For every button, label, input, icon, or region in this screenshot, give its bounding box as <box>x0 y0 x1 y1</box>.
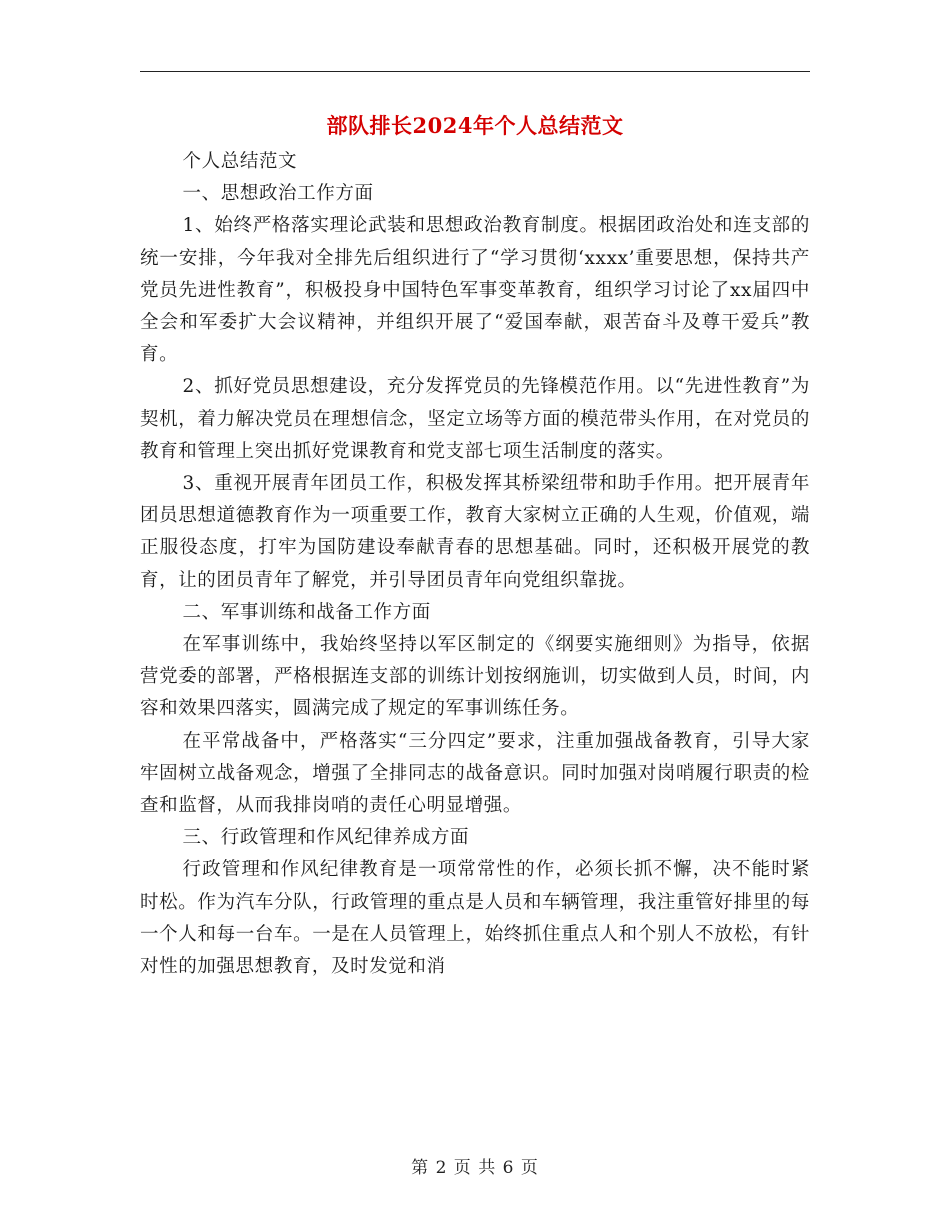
section-heading-3: 三、行政管理和作风纪律养成方面 <box>182 827 470 849</box>
section-heading-1: 一、思想政治工作方面 <box>182 183 374 205</box>
paragraph: 在军事训练中，我始终坚持以军区制定的《纲要实施细则》为指导，依据营党委的部署，严格根据连支部的训练计划按纲施训，切实做到人员，时间，内容和效果四落实，圆满完成了规定的军事训练任务。 <box>140 634 810 720</box>
paragraph-subtitle: 个人总结范文 <box>182 151 298 172</box>
paragraph: 2、抓好党员思想建设，充分发挥党员的先锋模范作用。以“先进性教育”为契机，着力解决党员在理想信念，坚定立场等方面的模范带头作用，在对党员的教育和管理上突出抓好党课教育和党支部七项生活制度的落实。 <box>140 376 810 462</box>
paragraph: 1、始终严格落实理论武装和思想政治教育制度。根据团政治处和连支部的统一安排，今年我对全排先后组织进行了“学习贯彻‘xxxx’重要思想，保持共产党员先进性教育”，积极投身中国特色军事变革教育，组织学习讨论了xx届四中全会和军委扩大会议精神，并组织开展了“爱国奉献，艰苦奋斗及尊干爱兵”教育。 <box>140 215 810 366</box>
document-title: 部队排长2024年个人总结范文 <box>326 113 624 138</box>
paragraph: 行政管理和作风纪律教育是一项常常性的作，必须长抓不懈，决不能时紧时松。作为汽车分队，行政管理的重点是人员和车辆管理，我注重管好排里的每一个人和每一台车。一是在人员管理上，始终抓住重点人和个别人不放松，有针对性的加强思想教育，及时发觉和消 <box>140 859 810 978</box>
header-rule <box>140 71 810 72</box>
document-body <box>140 146 810 983</box>
paragraph: 在平常战备中，严格落实“三分四定”要求，注重加强战备教育，引导大家牢固树立战备观念，增强了全排同志的战备意识。同时加强对岗哨履行职责的检查和监督，从而我排岗哨的责任心明显增强。 <box>140 730 810 817</box>
paragraph: 3、重视开展青年团员工作，积极发挥其桥梁纽带和助手作用。把开展青年团员思想道德教育作为一项重要工作，教育大家树立正确的人生观，价值观，端正服役态度，打牢为国防建设奉献青春的思想基础。同时，还积极开展党的教育，让的团员青年了解党，并引导团员青年向党组织靠拢。 <box>140 473 810 591</box>
section-heading-2: 二、军事训练和战备工作方面 <box>182 601 431 623</box>
page-number-footer: 第 2 页 共 6 页 <box>411 1158 539 1178</box>
